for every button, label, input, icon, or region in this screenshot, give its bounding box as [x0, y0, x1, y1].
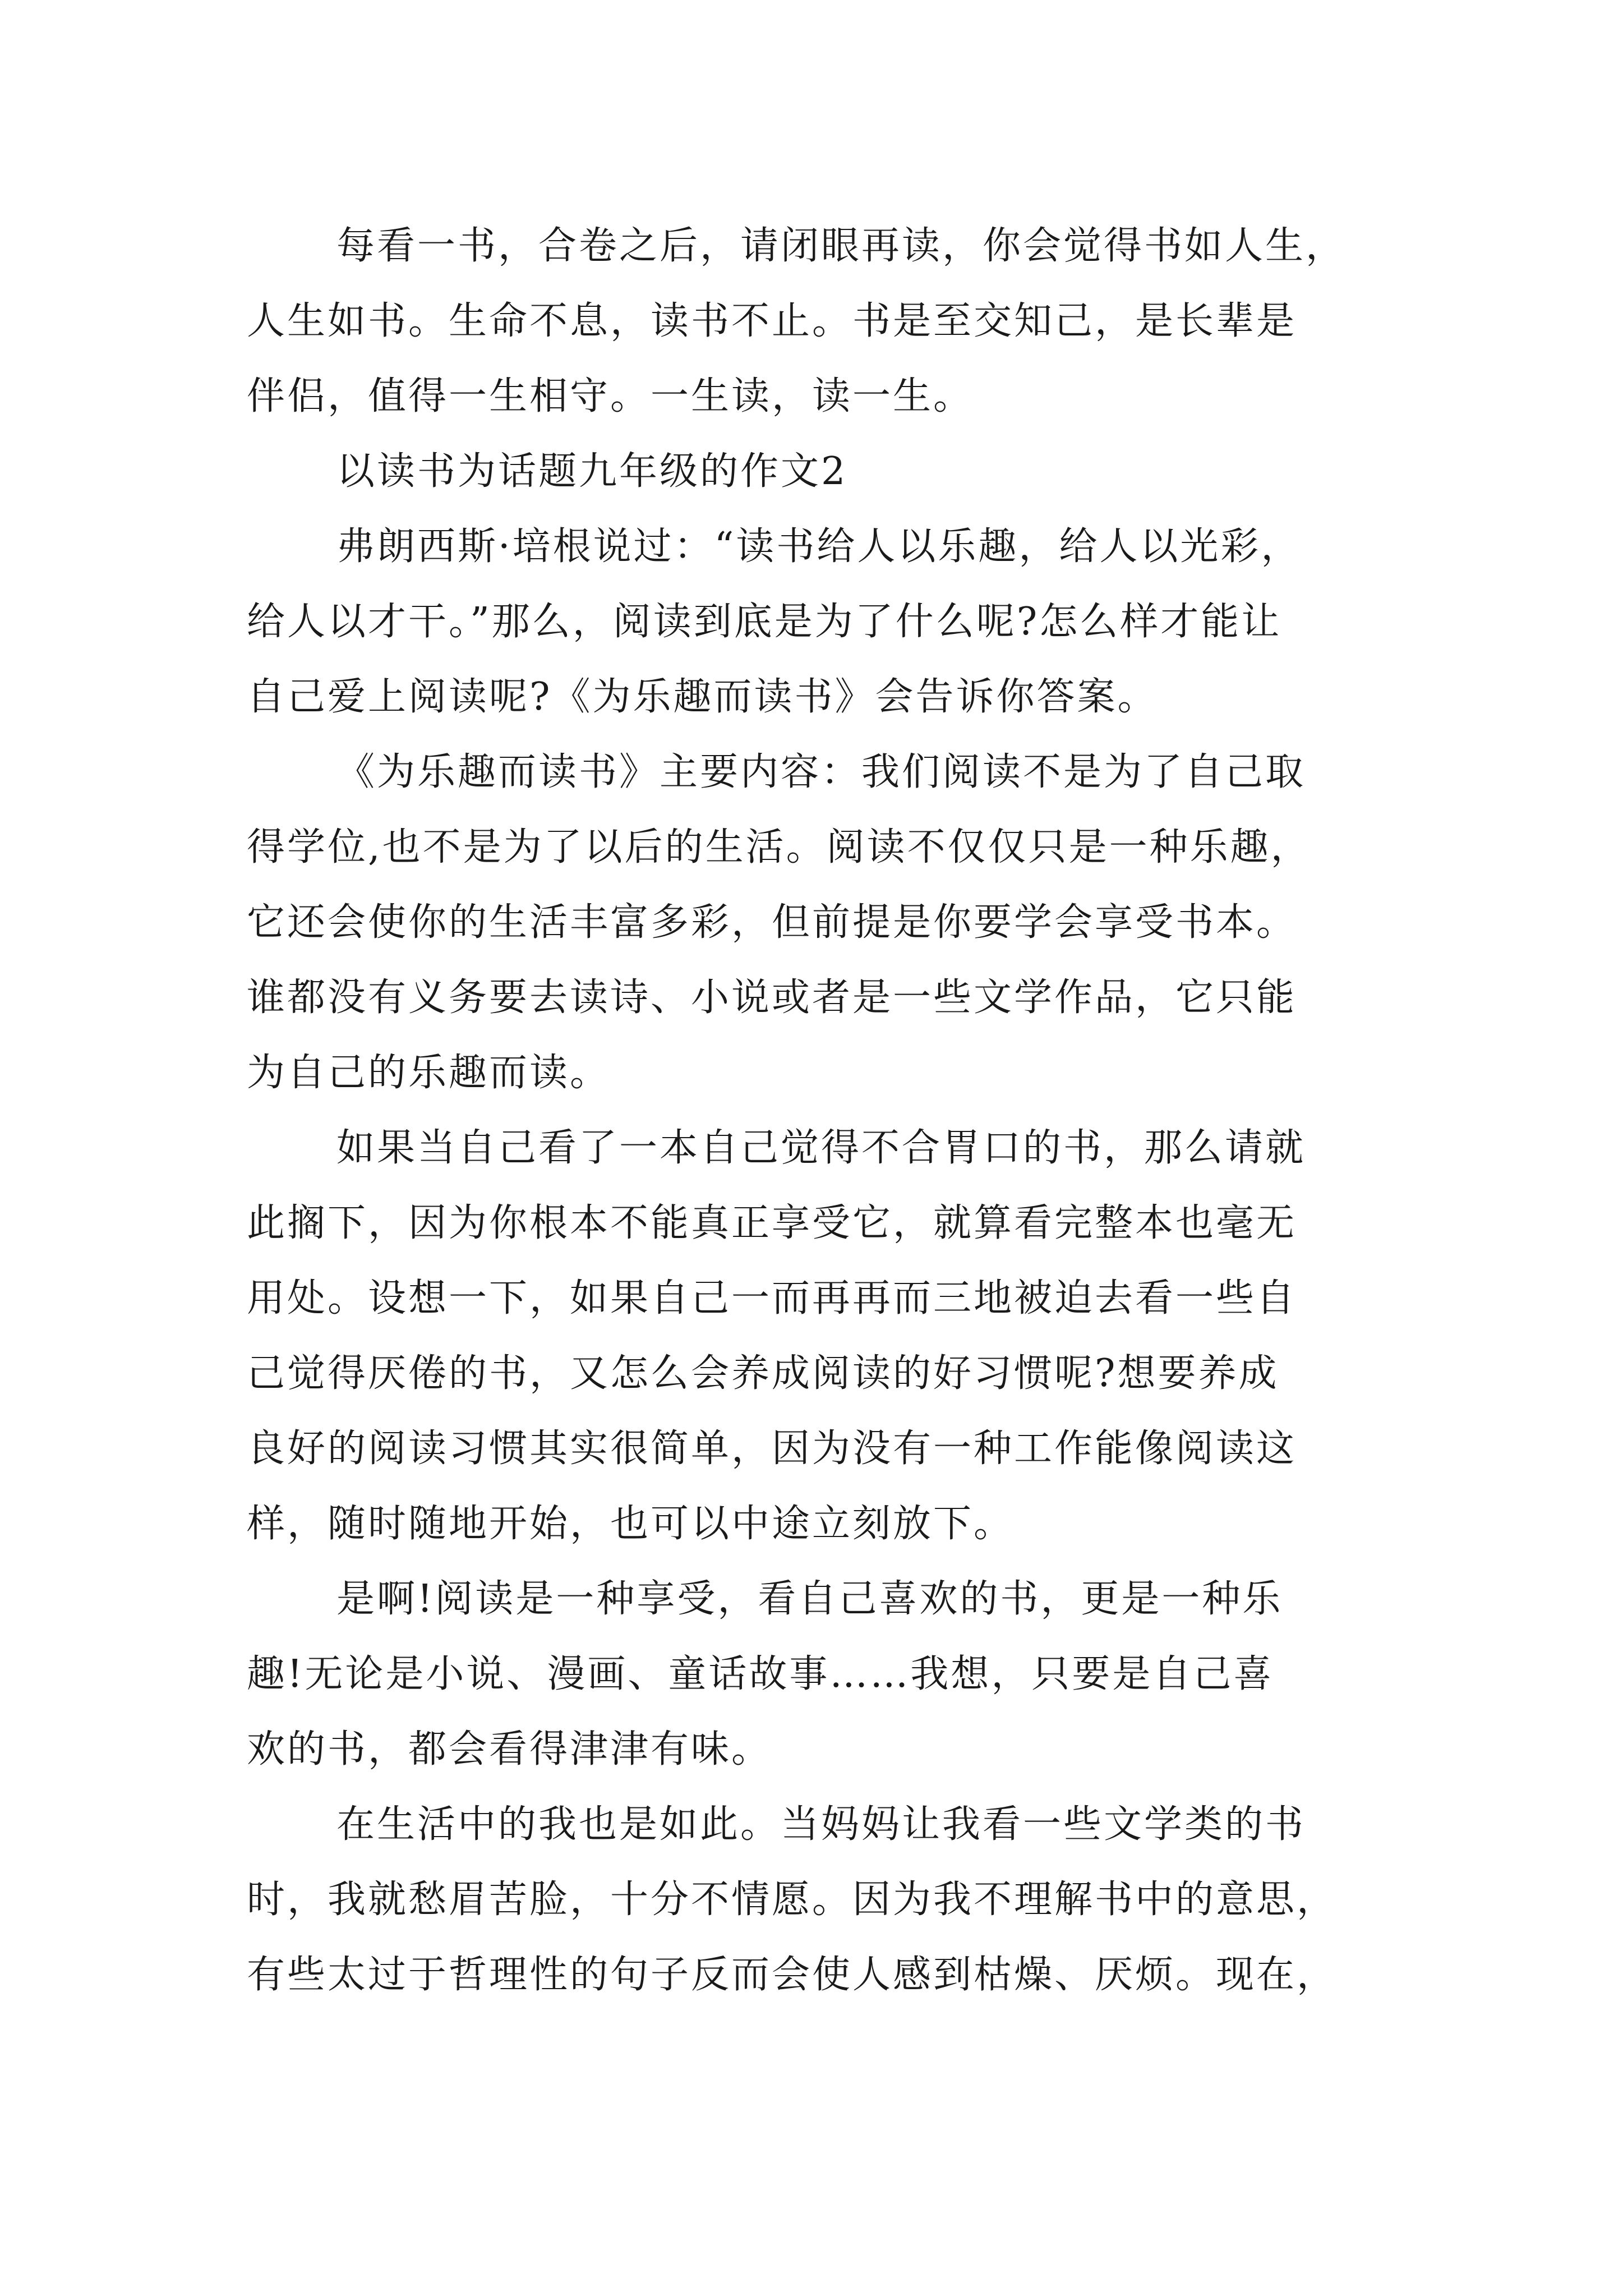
text-line: 己觉得厌倦的书，又怎么会养成阅读的好习惯呢?想要养成 — [247, 1351, 1279, 1396]
text-line: 此搁下，因为你根本不能真正享受它，就算看完整本也毫无 — [247, 1201, 1297, 1245]
paragraph-6 — [247, 1787, 1391, 2013]
text-line: 是啊!阅读是一种享受，看自己喜欢的书，更是一种乐 — [336, 1577, 1283, 1621]
paragraph-5 — [247, 1562, 1391, 1787]
text-line: 欢的书，都会看得津津有味。 — [247, 1727, 772, 1772]
paragraph-4 — [247, 1111, 1391, 1562]
text-line: 良好的阅读习惯其实很简单，因为没有一种工作能像阅读这 — [247, 1427, 1297, 1471]
text-line: 它还会使你的生活丰富多彩，但前提是你要学会享受书本。 — [247, 900, 1297, 945]
text-line: 自己爱上阅读呢?《为乐趣而读书》会告诉你答案。 — [247, 675, 1158, 719]
text-line: 弗朗西斯·培根说过：“读书给人以乐趣，给人以光彩， — [336, 524, 1302, 569]
text-line: 在生活中的我也是如此。当妈妈让我看一些文学类的书 — [336, 1802, 1306, 1847]
text-line: 每看一书，合卷之后，请闭眼再读，你会觉得书如人生， — [336, 224, 1347, 268]
text-line: 用处。设想一下，如果自己一而再再而三地被迫去看一些自 — [247, 1276, 1297, 1320]
text-line: 有些太过于哲理性的句子反而会使人感到枯燥、厌烦。现在， — [247, 1953, 1338, 1997]
text-line: 时，我就愁眉苦脸，十分不情愿。因为我不理解书中的意思， — [247, 1878, 1338, 1922]
essay-title-text: 以读书为话题九年级的作文2 — [336, 449, 848, 494]
text-line: 人生如书。生命不息，读书不止。书是至交知己，是长辈是 — [247, 299, 1297, 343]
text-line: 伴侣，值得一生相守。一生读，读一生。 — [247, 374, 974, 418]
text-line: 为自己的乐趣而读。 — [247, 1051, 611, 1095]
document-body — [247, 209, 1391, 2013]
paragraph-3 — [247, 735, 1391, 1111]
text-line: 样，随时随地开始，也可以中途立刻放下。 — [247, 1502, 1015, 1546]
paragraph-1 — [247, 209, 1391, 434]
text-line: 得学位,也不是为了以后的生活。阅读不仅仅只是一种乐趣， — [247, 825, 1311, 869]
text-line: 趣!无论是小说、漫画、童话故事……我想，只要是自己喜 — [247, 1652, 1274, 1696]
paragraph-2 — [247, 509, 1391, 735]
text-line: 谁都没有义务要去读诗、小说或者是一些文学作品，它只能 — [247, 976, 1297, 1020]
text-line: 如果当自己看了一本自己觉得不合胃口的书，那么请就 — [336, 1126, 1306, 1170]
text-line: 《为乐趣而读书》主要内容：我们阅读不是为了自己取 — [336, 750, 1306, 794]
essay-title — [247, 434, 1391, 509]
text-line: 给人以才干。”那么，阅读到底是为了什么呢?怎么样才能让 — [247, 600, 1282, 644]
